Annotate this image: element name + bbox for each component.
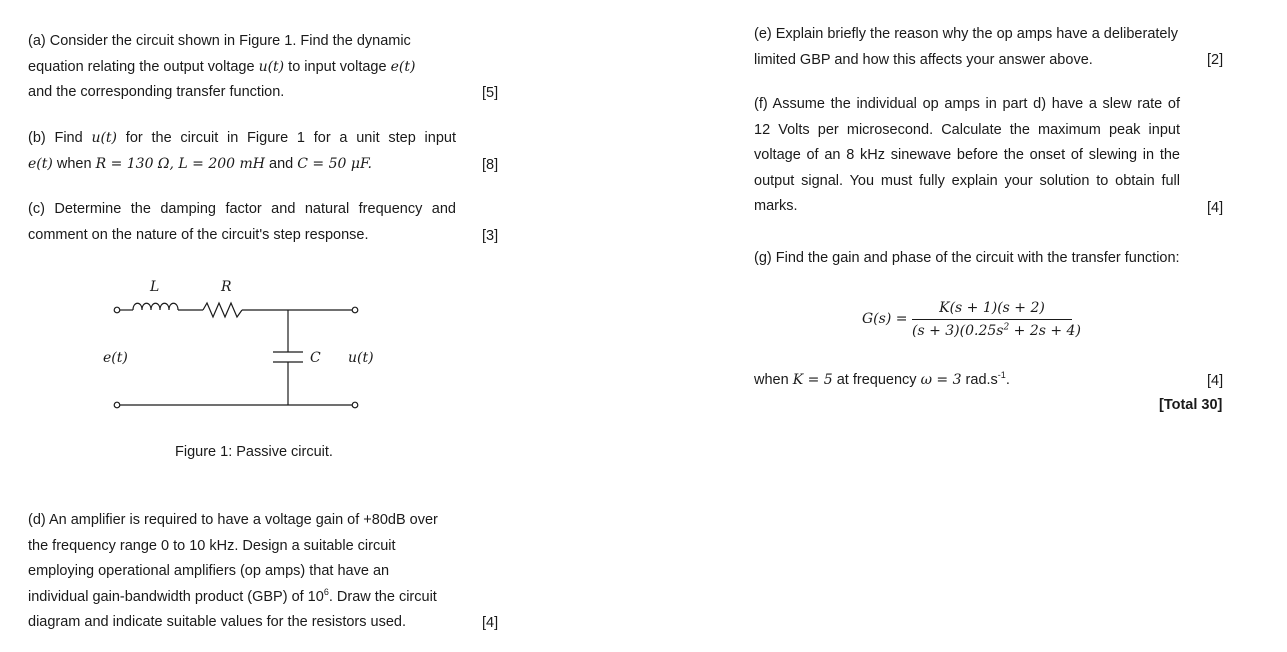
- question-c-line-2: comment on the nature of the circuit's step response.: [28, 226, 369, 243]
- inductor-symbol: [133, 303, 178, 310]
- math-r-l-values: R = 130 Ω, L = 200 mH: [95, 155, 266, 172]
- question-g-line-1: (g) Find the gain and phase of the circuit with the transfer function:: [754, 250, 1180, 266]
- text: (s + 3)(0.25s: [912, 323, 1004, 339]
- superscript: 6: [323, 586, 329, 597]
- total-marks: [Total 30]: [1159, 397, 1223, 413]
- question-f-marks: [4]: [1207, 200, 1224, 216]
- question-f: [754, 92, 1180, 220]
- text: (b) Find: [28, 130, 92, 146]
- question-d-marks: [4]: [482, 615, 499, 631]
- question-f-line-5: marks.: [754, 198, 798, 214]
- question-e: [754, 22, 1184, 73]
- capacitor-label: C: [310, 350, 321, 366]
- question-g-marks: [4]: [1207, 373, 1224, 389]
- question-d-line-4: [28, 585, 458, 611]
- question-d-line-3: employing operational amplifiers (op amps) that have an: [28, 563, 390, 579]
- superscript: 2: [1003, 322, 1010, 333]
- question-f-line-1: (f) Assume the individual op amps in part d) have a slew rate of: [754, 96, 1180, 112]
- text: to input voltage: [284, 58, 391, 75]
- question-e-line-2: limited GBP and how this affects your answer above.: [754, 51, 1093, 68]
- input-voltage-label: e(t): [103, 350, 128, 366]
- text: for the circuit in Figure 1 for a unit step input: [117, 130, 456, 146]
- text: when: [52, 155, 96, 172]
- question-d-line-1: (d) An amplifier is required to have a voltage gain of +80dB over: [28, 512, 438, 528]
- question-g: [754, 246, 1194, 272]
- terminal-output-bottom: [352, 402, 358, 408]
- text: and: [265, 155, 298, 172]
- math-e-t: e(t): [28, 155, 53, 172]
- fraction: [912, 297, 1081, 342]
- fraction-denominator: [912, 320, 1081, 342]
- terminal-input-bottom: [114, 402, 120, 408]
- question-c-marks: [3]: [482, 228, 499, 244]
- text: .: [1005, 372, 1010, 388]
- question-f-line-2: 12 Volts per microsecond. Calculate the maximum peak input: [754, 121, 1180, 138]
- math-e-t: e(t): [390, 58, 416, 75]
- text: equation relating the output voltage: [28, 58, 259, 75]
- figure-caption: Figure 1: Passive circuit.: [175, 444, 333, 460]
- output-voltage-label: u(t): [348, 350, 374, 366]
- question-a-marks: [5]: [482, 85, 499, 101]
- math-k-value: K = 5: [792, 372, 833, 388]
- text: + 2s + 4): [1009, 323, 1081, 339]
- fraction-numerator: K(s + 1)(s + 2): [939, 300, 1045, 316]
- resistor-symbol: [203, 303, 242, 317]
- text: rad.s: [961, 372, 998, 388]
- question-g-condition: [754, 368, 1154, 394]
- question-d: [28, 508, 458, 636]
- question-d-line-5: diagram and indicate suitable values for the resistors used.: [28, 614, 407, 630]
- math-u-t: u(t): [258, 58, 285, 75]
- superscript: -1: [997, 370, 1006, 381]
- inductor-label: L: [150, 279, 160, 295]
- text: individual gain-bandwidth product (GBP) of 10: [28, 588, 324, 605]
- question-a-line-3: and the corresponding transfer function.: [28, 84, 285, 100]
- question-c-line-1: (c) Determine the damping factor and natural frequency and: [28, 201, 456, 217]
- text: . Draw the circuit: [328, 588, 437, 605]
- math-u-t: u(t): [91, 130, 118, 146]
- math-omega-value: ω = 3: [920, 372, 962, 388]
- terminal-input-top: [114, 307, 120, 313]
- question-e-line-1: (e) Explain briefly the reason why the op amps have a deliberately: [754, 26, 1178, 42]
- question-f-line-4: output signal. You must fully explain your solution to obtain full: [754, 172, 1180, 189]
- question-e-marks: [2]: [1207, 52, 1224, 68]
- question-a-line-1: (a) Consider the circuit shown in Figure 1. Find the dynamic: [28, 33, 411, 49]
- question-g-line-2: [754, 368, 1154, 394]
- resistor-label: R: [221, 279, 232, 295]
- math-c-value: C = 50 μF.: [297, 155, 372, 172]
- equation-lhs: G(s) =: [862, 311, 908, 327]
- terminal-output-top: [352, 307, 358, 313]
- text: when: [754, 372, 793, 388]
- question-f-line-3: voltage of an 8 kHz sinewave before the onset of slewing in the: [754, 147, 1180, 163]
- text: at frequency: [832, 372, 921, 388]
- question-d-line-2: the frequency range 0 to 10 kHz. Design a suitable circuit: [28, 537, 396, 554]
- question-b-marks: [8]: [482, 157, 499, 173]
